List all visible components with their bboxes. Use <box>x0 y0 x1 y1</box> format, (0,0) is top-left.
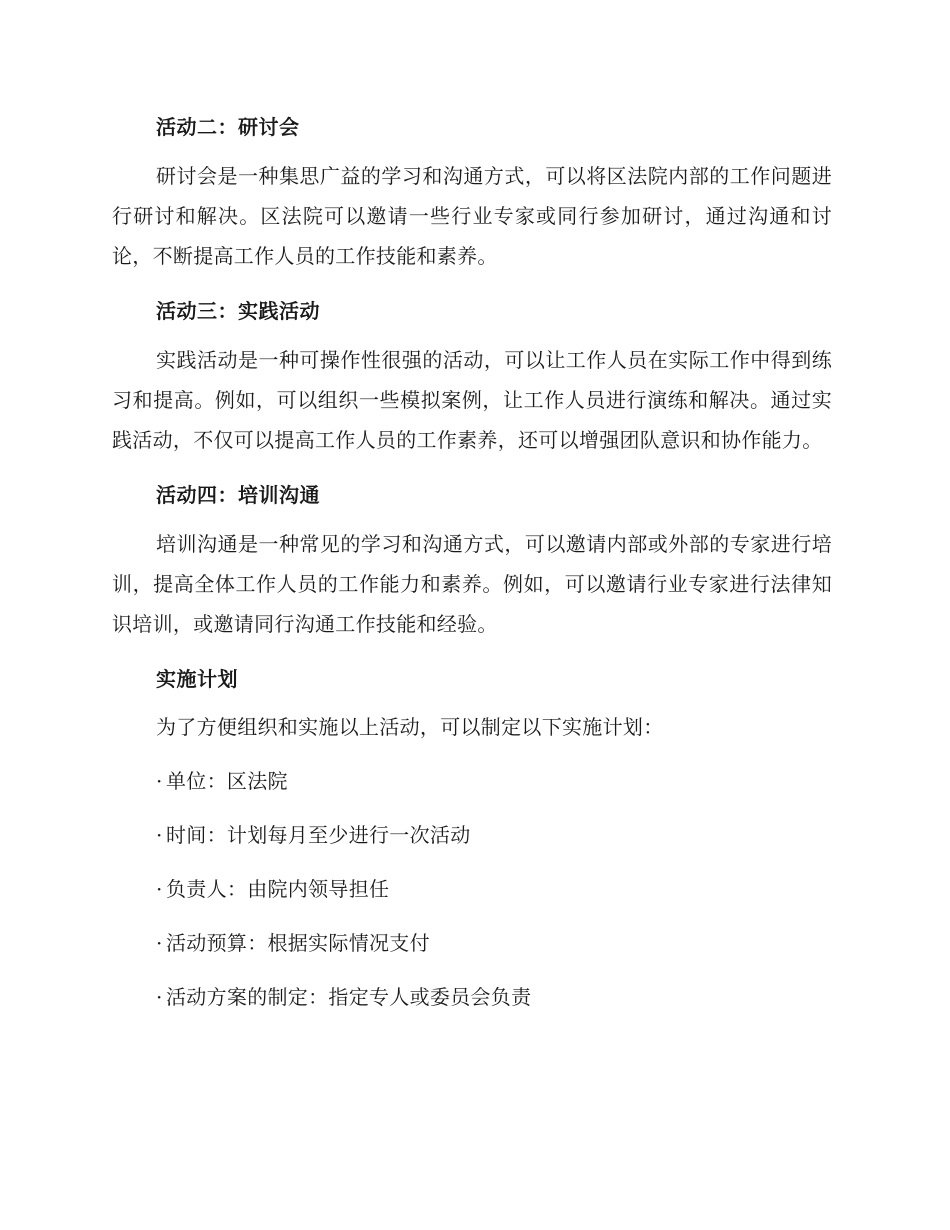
list-item-text: 负责人：由院内领导担任 <box>166 877 390 901</box>
bullet-icon: · <box>156 931 163 955</box>
plan-heading: 实施计划 <box>156 667 238 691</box>
plan-list <box>112 762 832 1016</box>
section-paragraph-training: 培训沟通是一种常见的学习和沟通方式，可以邀请内部或外部的专家进行培训，提高全体工作人员的工作能力和素养。例如，可以邀请行业专家进行法律知识培训，或邀请同行沟通工作技能和经验。 <box>112 532 832 636</box>
section-paragraph-seminar: 研讨会是一种集思广益的学习和沟通方式，可以将区法院内部的工作问题进行研讨和解决。区法院可以邀请一些行业专家或同行参加研讨，通过沟通和讨论，不断提高工作人员的工作技能和素养。 <box>112 164 832 268</box>
section-paragraph-practice: 实践活动是一种可操作性很强的活动，可以让工作人员在实际工作中得到练习和提高。例如，可以组织一些模拟案例，让工作人员进行演练和解决。通过实践活动，不仅可以提高工作人员的工作素养，还可以增强团队意识和协作能力。 <box>112 348 832 452</box>
section-heading-practice: 活动三：实践活动 <box>156 299 320 323</box>
plan-intro: 为了方便组织和实施以上活动，可以制定以下实施计划： <box>156 715 664 739</box>
list-item-text: 单位：区法院 <box>166 769 288 793</box>
list-item <box>156 978 832 1016</box>
section-heading-training: 活动四：培训沟通 <box>156 483 320 507</box>
bullet-icon: · <box>156 823 163 847</box>
list-item <box>156 924 832 962</box>
list-item <box>156 762 832 800</box>
list-item-text: 时间：计划每月至少进行一次活动 <box>166 823 471 847</box>
document-page <box>112 108 832 1032</box>
bullet-icon: · <box>156 877 163 901</box>
list-item-text: 活动预算：根据实际情况支付 <box>166 931 430 955</box>
bullet-icon: · <box>156 985 163 1009</box>
list-item-text: 活动方案的制定：指定专人或委员会负责 <box>166 985 532 1009</box>
section-heading-seminar: 活动二：研讨会 <box>156 115 300 139</box>
bullet-icon: · <box>156 769 163 793</box>
list-item <box>156 816 832 854</box>
list-item <box>156 870 832 908</box>
